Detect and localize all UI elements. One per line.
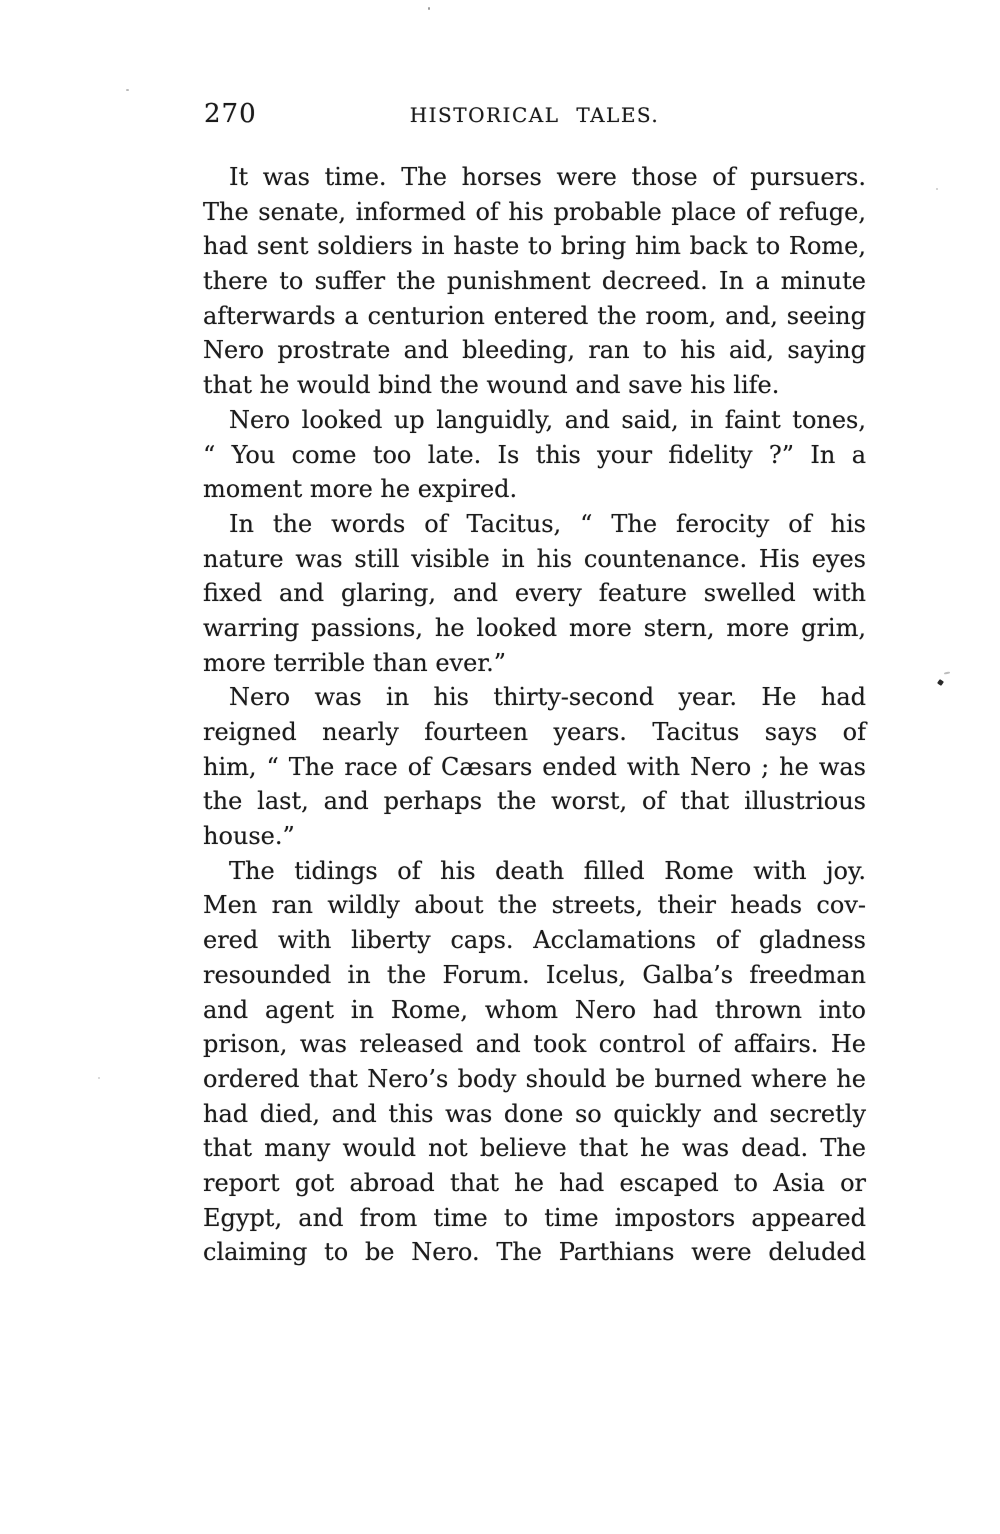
text-line: Nero prostrate and bleeding, ran to his aid, saying bbox=[203, 336, 866, 365]
page-header bbox=[203, 99, 866, 129]
text-line: that many would not believe that he was dead. The bbox=[203, 1134, 866, 1163]
paragraph bbox=[203, 854, 866, 1270]
text-line: him, “ The race of Cæsars ended with Nero ; he was bbox=[203, 752, 866, 781]
paragraph bbox=[203, 680, 866, 853]
running-title: HISTORICAL TALES. bbox=[409, 103, 660, 127]
text-line: report got abroad that he had escaped to Asia or bbox=[203, 1168, 866, 1197]
text-line: moment more he expired. bbox=[203, 475, 518, 504]
text-line: nature was still visible in his countenance. His eyes bbox=[203, 544, 866, 573]
text-line: ordered that Nero’s body should be burned where he bbox=[203, 1064, 866, 1093]
text-line: Nero looked up languidly, and said, in faint tones, bbox=[229, 405, 866, 434]
page-body bbox=[203, 160, 866, 1270]
text-line: claiming to be Nero. The Parthians were deluded bbox=[203, 1238, 866, 1267]
paragraph bbox=[203, 403, 866, 507]
scan-speck bbox=[126, 89, 129, 91]
scan-speck bbox=[936, 188, 938, 190]
text-line: Nero was in his thirty-second year. He had bbox=[229, 683, 866, 712]
scan-speck bbox=[944, 671, 950, 674]
text-line: In the words of Tacitus, “ The ferocity of his bbox=[229, 509, 866, 538]
text-line: “ You come too late. Is this your fidelity ?” In a bbox=[203, 440, 866, 469]
text-line: more terrible than ever.” bbox=[203, 648, 507, 677]
text-line: The tidings of his death filled Rome with joy. bbox=[229, 856, 866, 885]
text-line: It was time. The horses were those of pursuers. bbox=[229, 163, 866, 191]
text-line: warring passions, he looked more stern, more grim, bbox=[203, 613, 866, 642]
text-line: the last, and perhaps the worst, of that illustrious bbox=[203, 787, 866, 816]
text-line: afterwards a centurion entered the room, and, seeing bbox=[203, 301, 866, 330]
text-line: house.” bbox=[203, 822, 295, 851]
text-line: fixed and glaring, and every feature swelled with bbox=[203, 579, 866, 608]
scan-speck bbox=[937, 679, 944, 686]
text-line: prison, was released and took control of affairs. He bbox=[203, 1030, 866, 1059]
text-line: Men ran wildly about the streets, their heads cov- bbox=[203, 891, 866, 920]
scan-speck bbox=[98, 1077, 100, 1079]
scan-speck bbox=[428, 7, 430, 10]
text-line: The senate, informed of his probable place of refuge, bbox=[203, 197, 866, 226]
paragraph bbox=[203, 160, 866, 403]
text-line: had sent soldiers in haste to bring him back to Rome, bbox=[203, 232, 866, 261]
text-line: resounded in the Forum. Icelus, Galba’s freedman bbox=[203, 960, 866, 989]
text-line: there to suffer the punishment decreed. In a minute bbox=[203, 267, 866, 296]
text-line: Egypt, and from time to time impostors appeared bbox=[203, 1203, 866, 1232]
page-number: 270 bbox=[204, 99, 257, 129]
text-line: ered with liberty caps. Acclamations of gladness bbox=[203, 926, 866, 955]
text-line: that he would bind the wound and save his life. bbox=[203, 371, 780, 400]
text-line: and agent in Rome, whom Nero had thrown into bbox=[203, 995, 866, 1024]
text-line: had died, and this was done so quickly and secretly bbox=[203, 1099, 866, 1128]
text-line: reigned nearly fourteen years. Tacitus says of bbox=[203, 718, 866, 746]
paragraph bbox=[203, 507, 866, 680]
